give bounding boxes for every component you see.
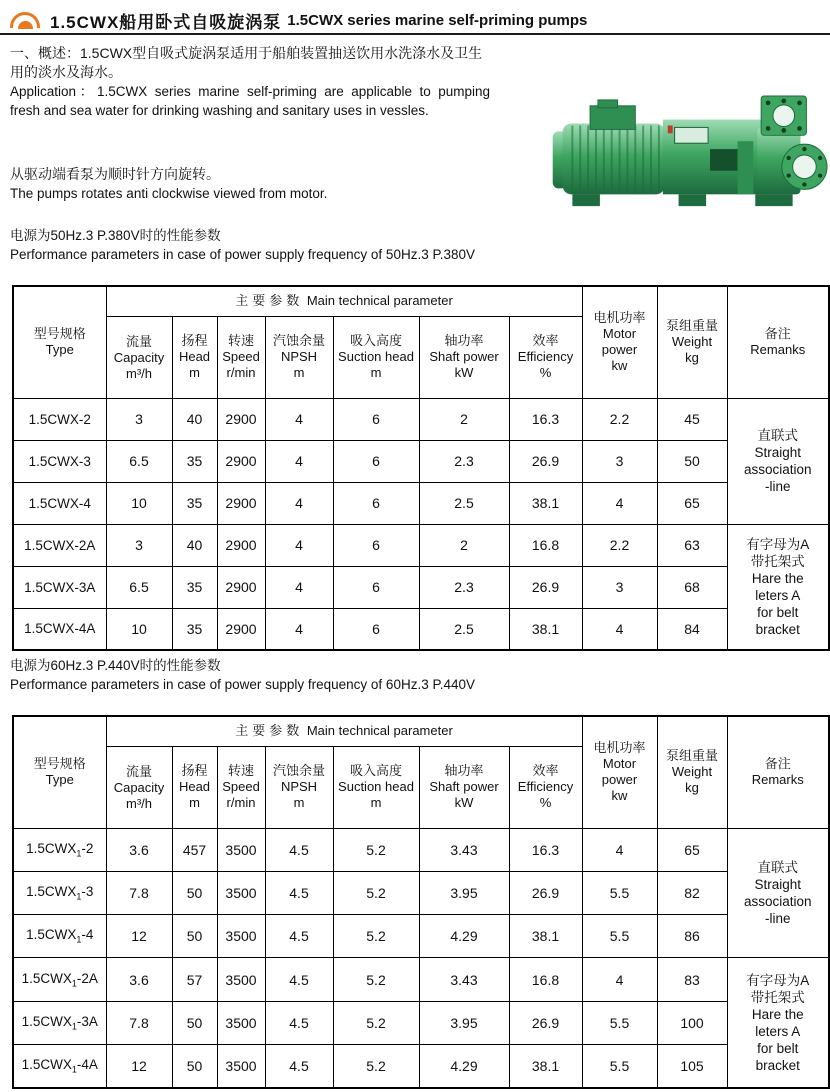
value-cell: 2900 <box>217 524 265 566</box>
table1-heading-zh: 电源为50Hz.3 P.380V时的性能参数 <box>10 228 221 243</box>
col-header-capacity: 流量 Capacity m³/h <box>106 316 172 398</box>
col-header-weight: 泵组重量 Weight kg <box>657 286 727 398</box>
parameters-table-50hz <box>12 285 830 651</box>
value-cell: 2900 <box>217 482 265 524</box>
value-cell: 2900 <box>217 608 265 650</box>
col-header-speed: 转速 Speed r/min <box>217 316 265 398</box>
value-cell: 7.8 <box>106 1001 172 1044</box>
value-cell: 4 <box>265 482 333 524</box>
col-header-head: 扬程 Head m <box>172 746 217 828</box>
col-header-suction-head: 吸入高度 Suction head m <box>333 316 419 398</box>
value-cell: 105 <box>657 1044 727 1087</box>
table-row <box>13 398 829 440</box>
value-cell: 5.2 <box>333 958 419 1001</box>
page-title-en: 1.5CWX series marine self-priming pumps <box>287 12 588 29</box>
table-row <box>13 524 829 566</box>
value-cell: 40 <box>172 398 217 440</box>
value-cell: 4 <box>265 566 333 608</box>
value-cell: 82 <box>657 871 727 914</box>
col-header-motor-power: 电机功率 Motor power kw <box>582 286 657 398</box>
value-cell: 2.3 <box>419 566 509 608</box>
value-cell: 38.1 <box>509 608 582 650</box>
table2-heading-zh: 电源为60Hz.3 P.440V时的性能参数 <box>10 658 221 673</box>
value-cell: 3.95 <box>419 871 509 914</box>
value-cell: 3.95 <box>419 1001 509 1044</box>
value-cell: 3.6 <box>106 828 172 871</box>
pump-photo <box>535 90 830 218</box>
value-cell: 2.5 <box>419 482 509 524</box>
value-cell: 4 <box>265 524 333 566</box>
col-header-shaft-power: 轴功率 Shaft power kW <box>419 316 509 398</box>
value-cell: 40 <box>172 524 217 566</box>
value-cell: 50 <box>172 1044 217 1087</box>
value-cell: 38.1 <box>509 915 582 958</box>
value-cell: 86 <box>657 915 727 958</box>
value-cell: 5.5 <box>582 871 657 914</box>
page-header <box>10 8 820 33</box>
value-cell: 6.5 <box>106 440 172 482</box>
value-cell: 2.2 <box>582 524 657 566</box>
value-cell: 7.8 <box>106 871 172 914</box>
value-cell: 45 <box>657 398 727 440</box>
pump-type-cell: 1.5CWX-2A <box>13 524 106 566</box>
value-cell: 6 <box>333 440 419 482</box>
col-header-npsh: 汽蚀余量 NPSH m <box>265 746 333 828</box>
value-cell: 16.3 <box>509 828 582 871</box>
value-cell: 16.8 <box>509 958 582 1001</box>
value-cell: 4.29 <box>419 915 509 958</box>
pump-illustration <box>535 90 830 218</box>
col-header-efficiency: 效率 Efficiency % <box>509 316 582 398</box>
value-cell: 65 <box>657 482 727 524</box>
value-cell: 2900 <box>217 440 265 482</box>
rotation-note <box>10 164 530 204</box>
value-cell: 6 <box>333 524 419 566</box>
remarks-cell: 有字母为A 带托架式 Hare the leters A for belt bracket <box>727 524 829 650</box>
table-row <box>13 608 829 650</box>
value-cell: 16.8 <box>509 524 582 566</box>
value-cell: 65 <box>657 828 727 871</box>
value-cell: 2900 <box>217 566 265 608</box>
value-cell: 4.5 <box>265 871 333 914</box>
value-cell: 4 <box>582 482 657 524</box>
value-cell: 3500 <box>217 915 265 958</box>
sunrise-arc-icon <box>10 10 42 32</box>
value-cell: 12 <box>106 1044 172 1087</box>
col-header-head: 扬程 Head m <box>172 316 217 398</box>
pump-type-cell: 1.5CWX-2 <box>13 398 106 440</box>
value-cell: 3 <box>106 524 172 566</box>
value-cell: 2 <box>419 524 509 566</box>
value-cell: 3500 <box>217 871 265 914</box>
value-cell: 4 <box>265 440 333 482</box>
table-row <box>13 828 829 871</box>
value-cell: 26.9 <box>509 1001 582 1044</box>
remarks-cell: 有字母为A 带托架式 Hare the leters A for belt bracket <box>727 958 829 1088</box>
remarks-cell: 直联式 Straight association -line <box>727 398 829 524</box>
value-cell: 4.5 <box>265 958 333 1001</box>
rotation-note-en: The pumps rotates anti clockwise viewed from motor. <box>10 186 328 201</box>
value-cell: 10 <box>106 482 172 524</box>
value-cell: 10 <box>106 608 172 650</box>
value-cell: 4.29 <box>419 1044 509 1087</box>
value-cell: 63 <box>657 524 727 566</box>
pump-type-cell: $1.5CWX_1-4A$ <box>13 1044 106 1087</box>
pump-type-cell: 1.5CWX-4 <box>13 482 106 524</box>
value-cell: 3500 <box>217 958 265 1001</box>
value-cell: 4 <box>265 398 333 440</box>
value-cell: 35 <box>172 566 217 608</box>
table-row <box>13 958 829 1001</box>
rotation-note-zh: 从驱动端看泵为顺时针方向旋转。 <box>10 166 220 182</box>
table-row <box>13 440 829 482</box>
col-header-remarks: 备注 Remanks <box>727 286 829 398</box>
col-header-efficiency: 效率 Efficiency % <box>509 746 582 828</box>
col-header-suction-head: 吸入高度 Suction head m <box>333 746 419 828</box>
value-cell: 5.2 <box>333 828 419 871</box>
value-cell: 84 <box>657 608 727 650</box>
pump-type-cell: $1.5CWX_1-4$ <box>13 915 106 958</box>
page-title-zh: 1.5CWX船用卧式自吸旋涡泵 <box>50 13 282 32</box>
pump-type-cell: $1.5CWX_1-3$ <box>13 871 106 914</box>
value-cell: 5.5 <box>582 915 657 958</box>
value-cell: 35 <box>172 608 217 650</box>
value-cell: 26.9 <box>509 440 582 482</box>
value-cell: 68 <box>657 566 727 608</box>
value-cell: 35 <box>172 482 217 524</box>
pump-type-cell: $1.5CWX_1-2A$ <box>13 958 106 1001</box>
value-cell: 50 <box>172 1001 217 1044</box>
value-cell: 3500 <box>217 1001 265 1044</box>
table-row <box>13 915 829 958</box>
value-cell: 57 <box>172 958 217 1001</box>
value-cell: 6 <box>333 482 419 524</box>
value-cell: 4 <box>265 608 333 650</box>
value-cell: 2.5 <box>419 608 509 650</box>
col-header-capacity: 流量 Capacity m³/h <box>106 746 172 828</box>
col-group-main-parameters: 主要参数 Main technical parameter <box>106 716 582 746</box>
value-cell: 6 <box>333 398 419 440</box>
value-cell: 5.2 <box>333 871 419 914</box>
value-cell: 4.5 <box>265 915 333 958</box>
value-cell: 3500 <box>217 1044 265 1087</box>
value-cell: 2.3 <box>419 440 509 482</box>
pump-type-cell: $1.5CWX_1-3A$ <box>13 1001 106 1044</box>
table-row <box>13 482 829 524</box>
value-cell: 4 <box>582 828 657 871</box>
table-row <box>13 566 829 608</box>
col-group-main-parameters: 主要参数 Main technical parameter <box>106 286 582 316</box>
value-cell: 2 <box>419 398 509 440</box>
col-header-remarks: 备注 Remarks <box>727 716 829 828</box>
col-header-type: 型号规格 Type <box>13 286 106 398</box>
value-cell: 3 <box>106 398 172 440</box>
col-header-speed: 转速 Speed r/min <box>217 746 265 828</box>
value-cell: 26.9 <box>509 871 582 914</box>
overview-paragraph-zh: 一、概述：1.5CWX型自吸式旋涡泵适用于船舶装置抽送饮用水洗涤水及卫生用的淡水及海水。 <box>10 45 483 80</box>
value-cell: 3 <box>582 440 657 482</box>
col-header-weight: 泵组重量 Weight kg <box>657 716 727 828</box>
value-cell: 4.5 <box>265 1001 333 1044</box>
table-row <box>13 1044 829 1087</box>
value-cell: 4 <box>582 958 657 1001</box>
value-cell: 4.5 <box>265 828 333 871</box>
value-cell: 6.5 <box>106 566 172 608</box>
value-cell: 3500 <box>217 828 265 871</box>
title-divider <box>0 33 830 35</box>
table1-section-heading <box>10 226 710 264</box>
parameters-table-60hz <box>12 715 830 1089</box>
col-header-motor-power: 电机功率 Motor power kw <box>582 716 657 828</box>
value-cell: 83 <box>657 958 727 1001</box>
value-cell: 3.6 <box>106 958 172 1001</box>
value-cell: 5.5 <box>582 1044 657 1087</box>
remarks-cell: 直联式 Straight association -line <box>727 828 829 958</box>
value-cell: 4.5 <box>265 1044 333 1087</box>
table-row <box>13 871 829 914</box>
value-cell: 6 <box>333 608 419 650</box>
value-cell: 5.2 <box>333 915 419 958</box>
table1-heading-en: Performance parameters in case of power supply frequency of 50Hz.3 P.380V <box>10 247 476 262</box>
col-header-npsh: 汽蚀余量 NPSH m <box>265 316 333 398</box>
value-cell: 35 <box>172 440 217 482</box>
value-cell: 16.3 <box>509 398 582 440</box>
value-cell: 2900 <box>217 398 265 440</box>
col-header-shaft-power: 轴功率 Shaft power kW <box>419 746 509 828</box>
value-cell: 5.2 <box>333 1001 419 1044</box>
value-cell: 3.43 <box>419 958 509 1001</box>
pump-type-cell: 1.5CWX-3 <box>13 440 106 482</box>
value-cell: 100 <box>657 1001 727 1044</box>
table2-section-heading <box>10 656 710 694</box>
col-header-type: 型号规格 Type <box>13 716 106 828</box>
value-cell: 457 <box>172 828 217 871</box>
pump-type-cell: 1.5CWX-4A <box>13 608 106 650</box>
pump-type-cell: $1.5CWX_1-2$ <box>13 828 106 871</box>
value-cell: 50 <box>172 915 217 958</box>
value-cell: 12 <box>106 915 172 958</box>
value-cell: 2.2 <box>582 398 657 440</box>
value-cell: 6 <box>333 566 419 608</box>
value-cell: 50 <box>657 440 727 482</box>
application-paragraph-en: Application：1.5CWX series marine self-priming are applicable to pumping fresh and sea water for drinking washing and sanitary uses in vessles. <box>10 84 490 118</box>
value-cell: 5.5 <box>582 1001 657 1044</box>
value-cell: 50 <box>172 871 217 914</box>
pump-type-cell: 1.5CWX-3A <box>13 566 106 608</box>
value-cell: 3 <box>582 566 657 608</box>
value-cell: 3.43 <box>419 828 509 871</box>
table-row <box>13 1001 829 1044</box>
value-cell: 38.1 <box>509 482 582 524</box>
value-cell: 38.1 <box>509 1044 582 1087</box>
value-cell: 26.9 <box>509 566 582 608</box>
table2-heading-en: Performance parameters in case of power supply frequency of 60Hz.3 P.440V <box>10 677 476 692</box>
value-cell: 4 <box>582 608 657 650</box>
value-cell: 5.2 <box>333 1044 419 1087</box>
